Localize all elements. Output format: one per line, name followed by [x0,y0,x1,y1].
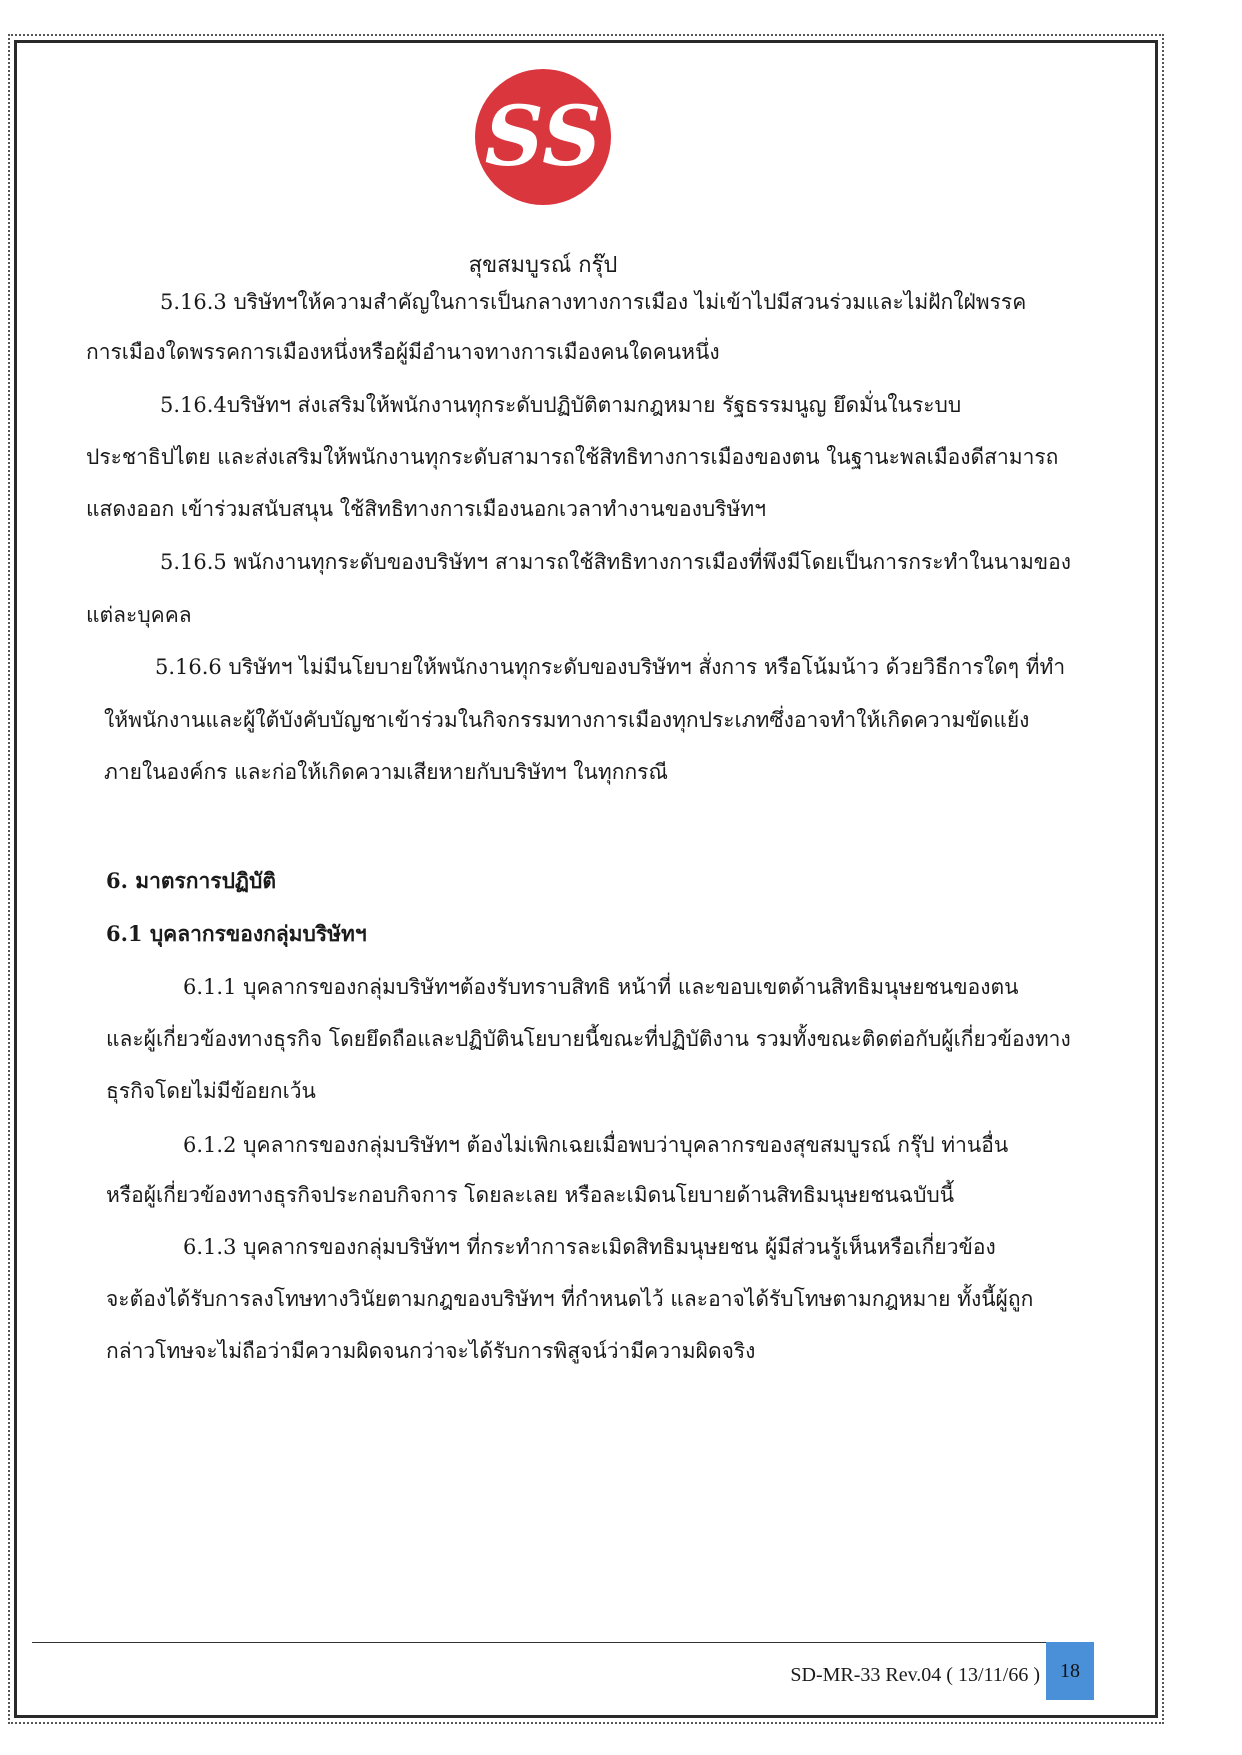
section-6-1-heading: 6.1 บุคลากรของกลุ่มบริษัทฯ [106,921,367,946]
paragraph-6-1-1-line-3: ธุรกิจโดยไม่มีข้อยกเว้น [106,1079,316,1103]
paragraph-6-1-1-line-2: และผู้เกี่ยวข้องทางธุรกิจ โดยยึดถือและปฏิบัตินโยบายนี้ขณะที่ปฏิบัติงาน รวมทั้งขณะติดต่อกับผู้เกี่ยวข้องทาง [106,1027,1071,1051]
paragraph-6-1-2-line-1: 6.1.2 บุคลากรของกลุ่มบริษัทฯ ต้องไม่เพิกเฉยเมื่อพบว่าบุคลากรของสุขสมบูรณ์ กรุ๊ป ท่านอื่น [183,1133,1009,1157]
company-logo [473,67,613,207]
paragraph-5-16-5-line-2: แต่ละบุคคล [86,603,192,627]
paragraph-5-16-6-line-2: ให้พนักงานและผู้ใต้บังคับบัญชาเข้าร่วมในกิจกรรมทางการเมืองทุกประเภทซึ่งอาจทำให้เกิดความขัดแย้ง [104,708,1030,732]
page-number-badge: 18 [1046,1642,1094,1700]
paragraph-6-1-3-line-1: 6.1.3 บุคลากรของกลุ่มบริษัทฯ ที่กระทำการละเมิดสิทธิมนุษยชน ผู้มีส่วนรู้เห็นหรือเกี่ยวข้อง [183,1235,996,1259]
paragraph-6-1-2-line-2: หรือผู้เกี่ยวข้องทางธุรกิจประกอบกิจการ โดยละเลย หรือละเมิดนโยบายด้านสิทธิมนุษยชนฉบับนี้ [106,1183,955,1207]
paragraph-5-16-6-line-1: 5.16.6 บริษัทฯ ไม่มีนโยบายให้พนักงานทุกระดับของบริษัทฯ สั่งการ หรือโน้มน้าว ด้วยวิธีการใดๆ ที่ทำ [155,655,1066,679]
paragraph-6-1-1-line-1: 6.1.1 บุคลากรของกลุ่มบริษัทฯต้องรับทราบสิทธิ หน้าที่ และขอบเขตด้านสิทธิมนุษยชนของตน [183,975,1019,999]
paragraph-5-16-4-line-1: 5.16.4บริษัทฯ ส่งเสริมให้พนักงานทุกระดับปฏิบัติตามกฎหมาย รัฐธรรมนูญ ยึดมั่นในระบบ [160,393,962,417]
paragraph-6-1-3-line-3: กล่าวโทษจะไม่ถือว่ามีความผิดจนกว่าจะได้รับการพิสูจน์ว่ามีความผิดจริง [106,1339,756,1363]
footer-divider [32,1642,1047,1643]
paragraph-5-16-3-line-2: การเมืองใดพรรคการเมืองหนึ่งหรือผู้มีอำนาจทางการเมืองคนใดคนหนึ่ง [86,340,720,364]
company-name: สุขสมบูรณ์ กรุ๊ป [468,253,618,278]
paragraph-5-16-4-line-3: แสดงออก เข้าร่วมสนับสนุน ใช้สิทธิทางการเมืองนอกเวลาทำงานของบริษัทฯ [86,497,767,521]
paragraph-6-1-3-line-2: จะต้องได้รับการลงโทษทางวินัยตามกฎของบริษัทฯ ที่กำหนดไว้ และอาจได้รับโทษตามกฎหมาย ทั้งนี้ผู้ถูก [106,1287,1034,1311]
paragraph-5-16-3-line-1: 5.16.3 บริษัทฯให้ความสำคัญในการเป็นกลางทางการเมือง ไม่เข้าไปมีสวนร่วมและไม่ฝักใฝ่พรรค [160,290,1027,314]
paragraph-5-16-4-line-2: ประชาธิปไตย และส่งเสริมให้พนักงานทุกระดับสามารถใช้สิทธิทางการเมืองของตน ในฐานะพลเมืองดีสามารถ [86,445,1059,469]
paragraph-5-16-5-line-1: 5.16.5 พนักงานทุกระดับของบริษัทฯ สามารถใช้สิทธิทางการเมืองที่พึงมีโดยเป็นการกระทำในนามของ [160,550,1072,574]
logo-letters: SS [484,89,602,185]
document-code: SD-MR-33 Rev.04 ( 13/11/66 ) [790,1664,1040,1686]
section-6-heading: 6. มาตรการปฏิบัติ [106,868,276,893]
paragraph-5-16-6-line-3: ภายในองค์กร และก่อให้เกิดความเสียหายกับบริษัทฯ ในทุกกรณี [104,760,668,784]
